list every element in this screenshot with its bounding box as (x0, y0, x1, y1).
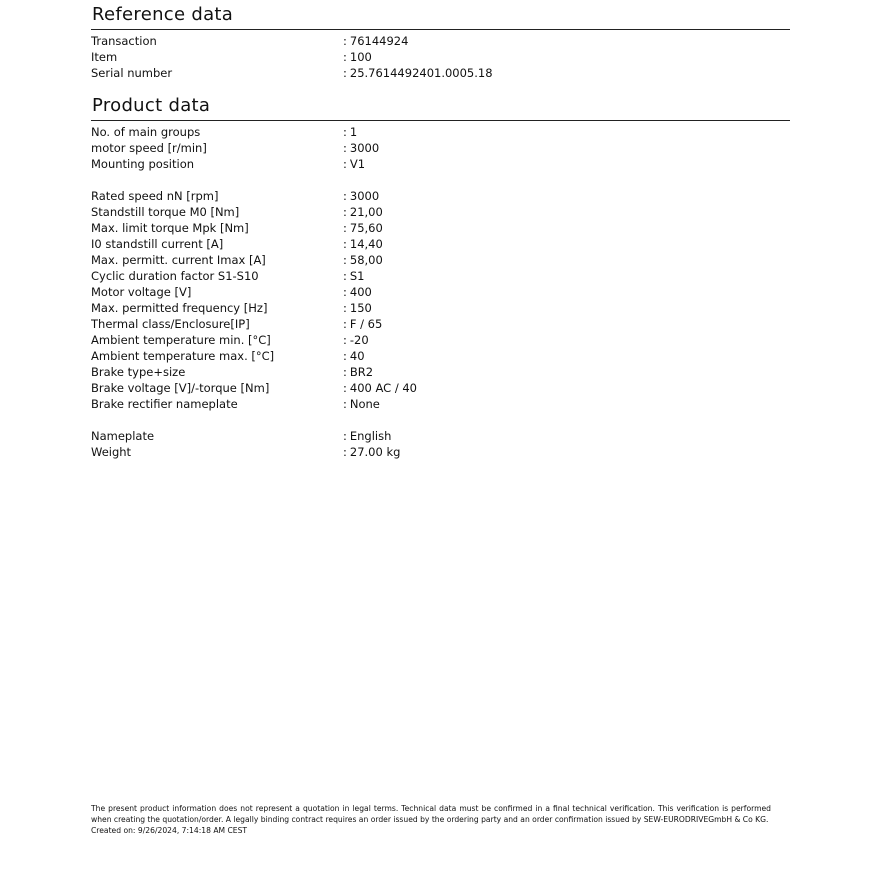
row-value: 400 (349, 285, 372, 299)
product-rows (91, 124, 790, 460)
data-row (91, 284, 790, 300)
data-row (91, 300, 790, 316)
row-value: -20 (349, 333, 369, 347)
row-separator: : (343, 189, 347, 203)
row-value: 25.7614492401.0005.18 (349, 66, 493, 80)
product-divider (91, 120, 790, 121)
row-value: 58,00 (349, 253, 383, 267)
row-value: 27.00 kg (349, 445, 401, 459)
row-label: Transaction (91, 34, 157, 48)
row-label: Ambient temperature min. [°C] (91, 333, 271, 347)
row-label: Weight (91, 445, 132, 459)
data-row (91, 33, 790, 49)
row-separator: : (343, 34, 347, 48)
row-label: Brake voltage [V]/-torque [Nm] (91, 381, 270, 395)
row-label: Motor voltage [V] (91, 285, 192, 299)
row-label: Standstill torque M0 [Nm] (91, 205, 240, 219)
data-row (91, 316, 790, 332)
row-label: Ambient temperature max. [°C] (91, 349, 275, 363)
row-value: 400 AC / 40 (349, 381, 417, 395)
row-separator: : (343, 237, 347, 251)
data-row (91, 204, 790, 220)
data-row (91, 332, 790, 348)
data-row (91, 444, 790, 460)
row-label: Mounting position (91, 157, 195, 171)
group-spacer (91, 172, 790, 188)
data-row (91, 49, 790, 65)
row-label: Nameplate (91, 429, 155, 443)
row-separator: : (343, 66, 347, 80)
row-separator: : (343, 125, 347, 139)
row-value: 150 (349, 301, 372, 315)
product-section (91, 95, 790, 460)
row-label: Thermal class/Enclosure[IP] (91, 317, 250, 331)
footer (91, 803, 771, 836)
row-label: I0 standstill current [A] (91, 237, 224, 251)
row-separator: : (343, 285, 347, 299)
row-separator: : (343, 141, 347, 155)
row-value: None (349, 397, 380, 411)
row-separator: : (343, 253, 347, 267)
row-label: Rated speed nN [rpm] (91, 189, 219, 203)
row-value: 3000 (349, 189, 380, 203)
data-row (91, 124, 790, 140)
row-value: V1 (349, 157, 366, 171)
data-row (91, 220, 790, 236)
product-title: Product data (92, 95, 211, 116)
row-separator: : (343, 157, 347, 171)
data-row (91, 428, 790, 444)
data-row (91, 236, 790, 252)
row-value: 100 (349, 50, 372, 64)
row-value: BR2 (349, 365, 374, 379)
row-label: Max. permitt. current Imax [A] (91, 253, 266, 267)
data-row (91, 348, 790, 364)
row-label: Max. permitted frequency [Hz] (91, 301, 268, 315)
data-row (91, 188, 790, 204)
row-separator: : (343, 397, 347, 411)
row-label: Item (91, 50, 118, 64)
footer-created: Created on: 9/26/2024, 7:14:18 AM CEST (91, 826, 248, 835)
data-row (91, 364, 790, 380)
data-row (91, 140, 790, 156)
row-separator: : (343, 365, 347, 379)
data-row (91, 156, 790, 172)
row-label: Max. limit torque Mpk [Nm] (91, 221, 249, 235)
row-separator: : (343, 269, 347, 283)
row-separator: : (343, 349, 347, 363)
reference-rows (91, 33, 790, 81)
data-row (91, 380, 790, 396)
row-value: 40 (349, 349, 365, 363)
row-value: 76144924 (349, 34, 409, 48)
row-value: 3000 (349, 141, 380, 155)
row-separator: : (343, 317, 347, 331)
row-label: Serial number (91, 66, 173, 80)
row-value: F / 65 (349, 317, 383, 331)
row-value: S1 (349, 269, 365, 283)
row-separator: : (343, 333, 347, 347)
row-value: English (349, 429, 392, 443)
row-label: Brake type+size (91, 365, 186, 379)
reference-divider (91, 29, 790, 30)
row-label: Cyclic duration factor S1-S10 (91, 269, 259, 283)
row-value: 14,40 (349, 237, 383, 251)
group-spacer (91, 412, 790, 428)
data-row (91, 65, 790, 81)
row-value: 1 (349, 125, 358, 139)
row-separator: : (343, 221, 347, 235)
row-value: 75,60 (349, 221, 383, 235)
reference-section (91, 4, 790, 81)
reference-title: Reference data (92, 4, 234, 25)
row-separator: : (343, 445, 347, 459)
row-separator: : (343, 429, 347, 443)
row-separator: : (343, 205, 347, 219)
row-label: No. of main groups (91, 125, 201, 139)
row-separator: : (343, 301, 347, 315)
row-value: 21,00 (349, 205, 383, 219)
data-row (91, 268, 790, 284)
data-row (91, 396, 790, 412)
row-separator: : (343, 50, 347, 64)
footer-disclaimer: The present product information does not represent a quotation in legal terms. Technical data must be confirmed in a final technical verification. This verification is performed when creating the quotation/order. A legally binding contract requires an order issued by the ordering party and an order confirmation issued by SEW-EURODRIVEGmbH & Co KG. (91, 804, 771, 824)
data-row (91, 252, 790, 268)
row-separator: : (343, 381, 347, 395)
row-label: Brake rectifier nameplate (91, 397, 238, 411)
row-label: motor speed [r/min] (91, 141, 207, 155)
